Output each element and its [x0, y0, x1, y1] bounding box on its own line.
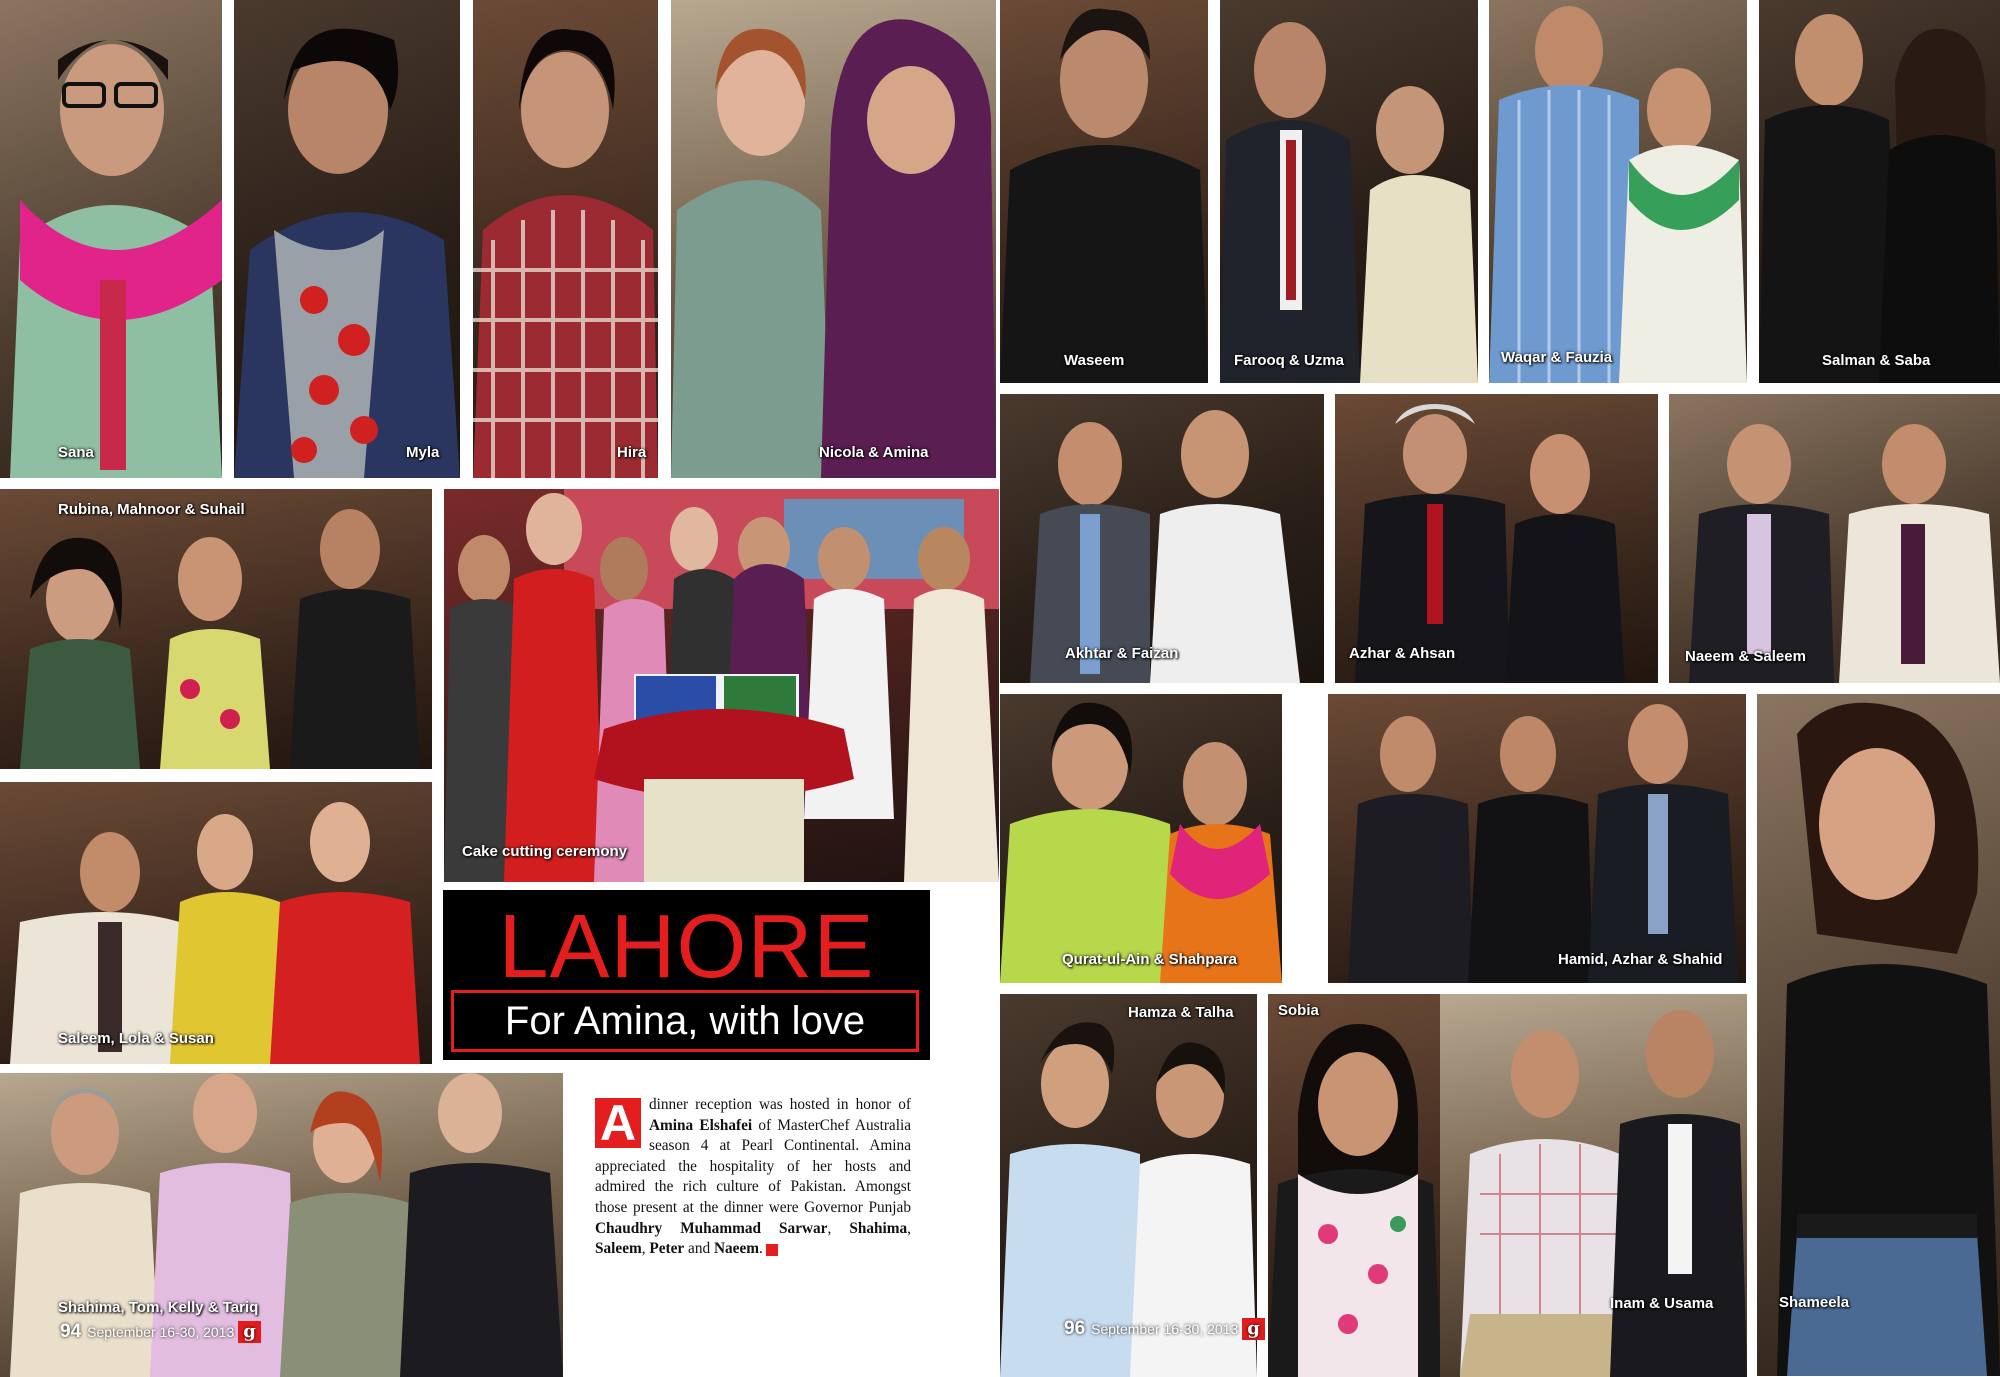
photo-nicola-amina [671, 0, 996, 478]
photo-caption: Shahima, Tom, Kelly & Tariq [58, 1299, 259, 1316]
article-title-banner [443, 890, 930, 1060]
photo-sana [0, 0, 222, 478]
photo-hira [473, 0, 658, 478]
article-text: . [758, 1240, 763, 1258]
article-text: dinner reception was hosted in honor of [649, 1096, 911, 1113]
magazine-logo-icon: g [238, 1321, 261, 1343]
people-illustration [1000, 0, 1208, 383]
people-illustration [473, 0, 658, 478]
photo-caption: Sobia [1278, 1002, 1319, 1019]
people-illustration [0, 782, 432, 1064]
drop-cap: A [595, 1098, 641, 1148]
photo-caption: Shameela [1779, 1294, 1850, 1311]
photo-farooq-uzma [1220, 0, 1478, 383]
people-illustration [1757, 694, 2000, 1376]
photo-caption: Cake cutting ceremony [462, 843, 628, 860]
photo-caption: Waseem [1064, 352, 1125, 369]
people-illustration [1489, 0, 1747, 383]
photo-rubina-mahnoor-suhail [0, 489, 432, 769]
photo-caption: Rubina, Mahnoor & Suhail [58, 501, 245, 518]
page-folio-right [1064, 1318, 1265, 1340]
photo-caption: Hira [617, 444, 647, 461]
people-illustration [1220, 0, 1478, 383]
article-title: LAHORE [498, 897, 875, 997]
photo-caption: Myla [406, 444, 440, 461]
photo-hamid-azhar-shahid [1328, 694, 1746, 983]
article-subtitle: For Amina, with love [504, 999, 866, 1043]
photo-azhar-ahsan [1335, 394, 1658, 683]
photo-hamza-talha [1000, 994, 1260, 1377]
article-name: Peter [649, 1240, 685, 1258]
article-text: , [827, 1219, 850, 1237]
photo-caption: Waqar & Fauzia [1501, 349, 1613, 366]
photo-waqar-fauzia [1489, 0, 1747, 383]
people-illustration [1669, 394, 2000, 683]
photo-caption: Inam & Usama [1610, 1295, 1714, 1312]
photo-shahima-tom-kelly-tariq [0, 1073, 563, 1377]
photo-caption: Azhar & Ahsan [1349, 645, 1456, 662]
photo-salman-saba [1759, 0, 2000, 383]
people-illustration [1268, 994, 1441, 1377]
article-name: Chaudhry Muhammad Sarwar [595, 1219, 828, 1237]
photo-waseem [1000, 0, 1208, 383]
people-illustration [1000, 694, 1282, 983]
photo-caption: Hamza & Talha [1128, 1004, 1234, 1021]
people-illustration [1759, 0, 2000, 383]
article-text: , [907, 1219, 911, 1237]
photo-saleem-lola-susan [0, 782, 432, 1064]
magazine-logo-icon: g [1242, 1318, 1265, 1340]
people-illustration [1335, 394, 1658, 683]
subtitle-frame [451, 990, 919, 1052]
page-number: 94 [60, 1321, 82, 1342]
photo-cake-cutting [444, 489, 999, 882]
photo-inam-usama [1440, 994, 1747, 1377]
people-illustration [234, 0, 460, 478]
photo-caption: Nicola & Amina [819, 444, 929, 461]
people-illustration [1328, 694, 1746, 983]
article-text: of MasterChef Australia season 4 at Pearl Continental. Amina appreciated the hospitality of her hosts and admired the rich culture of Pakistan. Amongst those present at the dinner were Governor Punjab [595, 1116, 911, 1216]
photo-naeem-saleem [1669, 394, 2000, 683]
photo-caption: Sana [58, 444, 94, 461]
photo-caption: Naeem & Saleem [1685, 648, 1806, 665]
photo-shameela [1757, 694, 2000, 1376]
people-illustration [1000, 394, 1324, 683]
photo-caption: Hamid, Azhar & Shahid [1558, 951, 1723, 968]
photo-caption: Farooq & Uzma [1234, 352, 1345, 369]
people-illustration [0, 489, 432, 769]
people-illustration [0, 0, 222, 478]
photo-sobia [1268, 994, 1441, 1377]
photo-caption: Akhtar & Faizan [1065, 645, 1179, 662]
people-illustration [671, 0, 996, 478]
article-body [595, 1095, 911, 1260]
issue-date: September 16-30, 2013 [1091, 1321, 1239, 1337]
people-illustration [1440, 994, 1747, 1377]
photo-caption: Qurat-ul-Ain & Shahpara [1062, 951, 1238, 968]
photo-myla [234, 0, 460, 478]
article-name: Naeem [713, 1240, 759, 1258]
article-name: Amina Elshafei [649, 1116, 753, 1134]
article-text: , [641, 1240, 650, 1258]
people-illustration [444, 489, 999, 882]
photo-akhtar-faizan [1000, 394, 1324, 683]
article-text: and [684, 1240, 714, 1258]
photo-qurat-shahpara [1000, 694, 1282, 983]
end-mark-icon [766, 1244, 778, 1256]
issue-date: September 16-30, 2013 [87, 1324, 235, 1340]
article-name: Saleem [595, 1240, 642, 1258]
photo-caption: Saleem, Lola & Susan [58, 1030, 214, 1047]
page-number: 96 [1064, 1318, 1086, 1339]
photo-caption: Salman & Saba [1822, 352, 1931, 369]
article-name: Shahima [849, 1219, 908, 1237]
page-folio-left [60, 1321, 261, 1343]
